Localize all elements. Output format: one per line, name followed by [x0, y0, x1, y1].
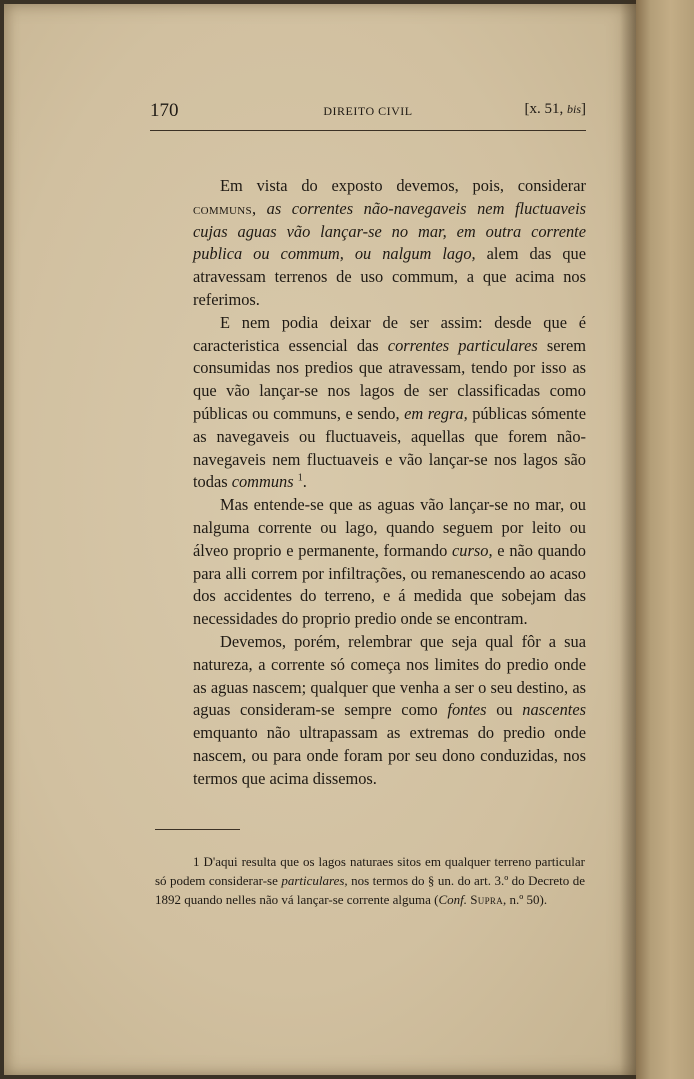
italic-text: as correntes não-navegaveis nem fluctuaveis cujas aguas vão lançar-se no mar, em outra corrente publica ou commum, ou nalgum lago, [193, 198, 586, 264]
small-caps-text: Supra [470, 892, 504, 907]
text-run: E nem podia deixar de ser assim: desde que é caracteristica essencial das [193, 312, 586, 355]
section-ref-close: ] [581, 101, 586, 117]
text-run: Mas entende-se que as aguas vão lançar-se no mar, ou nalguma corrente ou lago, quando seguem por leito ou álveo proprio e permanente, formando [193, 495, 586, 560]
text-run: Em vista do exposto devemos, pois, considerar [220, 176, 586, 195]
text-run: 1 D'aqui resulta que os lagos naturaes sitos em qualquer terreno particular só podem considerar-se [155, 854, 585, 888]
body-text [193, 175, 586, 791]
text-run: , n.º 50). [503, 892, 548, 907]
footnote-rule [155, 829, 240, 830]
italic-text: communs [231, 472, 294, 492]
paragraph [193, 631, 586, 791]
italic-text: particulares, [281, 873, 348, 888]
footnote-text [155, 852, 585, 909]
italic-text: correntes particulares [387, 335, 538, 355]
small-caps-text: communs [193, 198, 252, 218]
text-run: ou [486, 700, 523, 720]
header-rule [150, 130, 586, 131]
text-run: . [302, 472, 307, 492]
adjacent-page-edge [636, 0, 694, 1079]
paragraph [193, 494, 586, 631]
paragraph [193, 175, 586, 312]
section-ref-main: [x. 51, [524, 101, 564, 117]
text-run: alem das que atravessam terrenos de uso commum, a que acima nos referimos. [193, 244, 586, 309]
italic-text: fontes [447, 700, 487, 720]
section-reference [524, 101, 586, 118]
footnote [155, 852, 585, 909]
text-run: serem consumidas nos predios que atravessam, tendo por isso as que vão lançar-se nos lagos de ser classificadas como públicas ou communs, e sendo, [193, 335, 586, 423]
running-header [150, 100, 586, 128]
section-ref-italic: bis [566, 102, 581, 116]
italic-text: curso, [452, 540, 493, 560]
paragraph [193, 312, 586, 494]
text-run: emquanto não ultrapassam as extremas do predio onde nascem, ou para onde foram por seu dono conduzidas, nos termos que acima dissemos. [193, 723, 586, 788]
header-title: DIREITO CIVIL [323, 104, 413, 118]
italic-text: nascentes [522, 700, 586, 720]
text-run: e não quando para alli correm por infiltrações, ou remanescendo ao acaso dos accidentes do terreno, e á medida que sobejam das necessidades do proprio predio onde se encontram. [193, 540, 586, 629]
italic-text: Conf. [438, 892, 468, 907]
footnote-marker: 1 [297, 472, 303, 484]
text-run: públicas sómente as navegaveis ou fluctuaveis, aquellas que forem não-navegaveis nem fluctuaveis e vão lançar-se nos lagos são todas [193, 403, 586, 492]
page-number: 170 [150, 100, 179, 121]
italic-text: em regra, [404, 403, 468, 423]
text-run: , [251, 198, 267, 218]
text-run: nos termos do § un. do art. 3.º do Decreto de 1892 quando nelles não vá lançar-se corrente alguma ( [155, 873, 585, 907]
text-run: Devemos, porém, relembrar que seja qual fôr a sua natureza, a corrente só começa nos limites do predio onde as aguas nascem; qualquer que venha a ser o seu destino, as aguas consideram-se sempre como [193, 631, 586, 720]
